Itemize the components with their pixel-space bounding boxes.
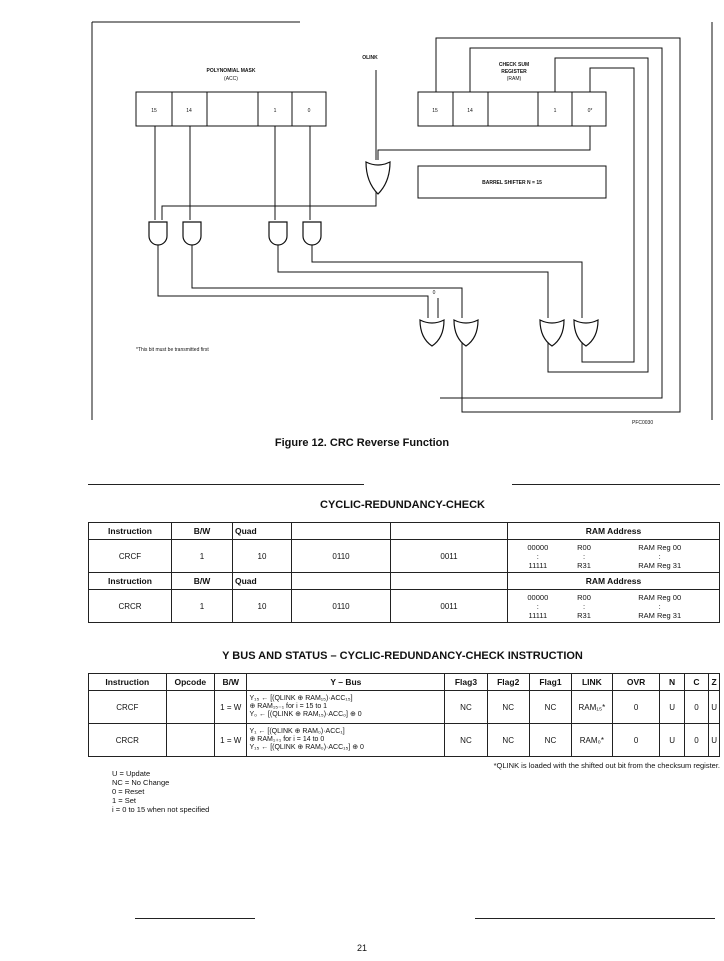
divider: [88, 484, 364, 485]
quad-cell: 10: [233, 590, 292, 623]
acc-cell-15: 15: [151, 108, 157, 114]
ovr-cell: 0: [612, 724, 660, 757]
quad-cell: 10: [233, 540, 292, 573]
ram-cell-0: 0*: [587, 108, 593, 114]
bw-cell: 1: [172, 540, 233, 573]
flag1-cell: NC: [529, 691, 571, 724]
col-z: Z: [709, 674, 720, 691]
divider: [512, 484, 720, 485]
col-instruction: Instruction: [89, 573, 172, 590]
flag3-cell: NC: [445, 724, 487, 757]
register-label: REGISTER: [501, 69, 527, 75]
divider: [475, 918, 715, 919]
figure-footnote: *This bit must be transmitted first: [136, 347, 209, 353]
flag2-cell: NC: [487, 724, 529, 757]
col-bw: B/W: [215, 674, 247, 691]
check-sum-label: CHECK SUM: [498, 62, 530, 68]
ram-cell-15: 15: [432, 108, 438, 114]
ram-address-cell: 00000 R00 RAM Reg 00 : : : 11111 R31 RAM Reg 31: [508, 590, 720, 623]
link-cell: RAM₀*: [572, 724, 613, 757]
z-cell: U: [709, 691, 720, 724]
opcode-cell: [166, 724, 214, 757]
opcode-cell: [166, 691, 214, 724]
ybus-cell: Y₁₅ ← [(QLINK ⊕ RAM₁₅)·ACC₁₅] ⊕ RAM₁₅₋₁ for i = 15 to 1 Y₀ ← [(QLINK ⊕ RAM₁₅)·ACC₀] ⊕ 0: [247, 691, 445, 724]
col-ybus: Y – Bus: [247, 674, 445, 691]
opcode-part1: 0110: [292, 590, 391, 623]
qlink-note: *QLINK is loaded with the shifted out bit from the checksum register.: [493, 761, 720, 770]
n-cell: U: [660, 724, 684, 757]
col-quad: Quad: [233, 523, 292, 540]
col-link: LINK: [572, 674, 613, 691]
bw-cell: 1 = W: [215, 691, 247, 724]
polynomial-mask-label: POLYNOMIAL MASK: [206, 68, 256, 74]
ybus-status-table: [88, 673, 720, 757]
legend-item: U = Update: [112, 769, 151, 778]
legend: [112, 769, 209, 814]
col-instruction: Instruction: [89, 674, 167, 691]
flag3-cell: NC: [445, 691, 487, 724]
flag1-cell: NC: [529, 724, 571, 757]
instruction-cell: CRCR: [89, 590, 172, 623]
table-row: [89, 540, 720, 573]
ovr-cell: 0: [612, 691, 660, 724]
opcode-part1: 0110: [292, 540, 391, 573]
table-row: [89, 724, 720, 757]
acc-cell-0: 0: [307, 108, 311, 114]
table-row: [89, 590, 720, 623]
figure-code: PFC0030: [632, 420, 654, 426]
col-opcode: Opcode: [166, 674, 214, 691]
barrel-shifter-label: BARREL SHIFTER N = 15: [482, 180, 542, 186]
n-cell: U: [660, 691, 684, 724]
col-bw: B/W: [172, 523, 233, 540]
c-cell: 0: [684, 691, 708, 724]
ram-cell-1: 1: [553, 108, 557, 114]
col-ram-address: RAM Address: [508, 573, 720, 590]
col-flag2: Flag2: [487, 674, 529, 691]
acc-cell-14: 14: [186, 108, 192, 114]
bw-cell: 1: [172, 590, 233, 623]
acc-label: (ACC): [224, 76, 238, 82]
legend-item: NC = No Change: [112, 778, 170, 787]
ram-label: (RAM): [506, 76, 522, 82]
ram-cell-14: 14: [467, 108, 473, 114]
crc-instruction-table: [88, 522, 720, 623]
opcode-part2: 0011: [391, 540, 508, 573]
instruction-cell: CRCF: [89, 540, 172, 573]
ybus-cell: Y₁ ← [(QLINK ⊕ RAM₀)·ACC₁] ⊕ RAM₁₊₁ for i = 14 to 0 Y₁₅ ← [(QLINK ⊕ RAM₀)·ACC₁₅] ⊕ 0: [247, 724, 445, 757]
legend-item: 1 = Set: [112, 796, 136, 805]
ram-address-cell: 00000 R00 RAM Reg 00 : : : 11111 R31 RAM Reg 31: [508, 540, 720, 573]
col-flag1: Flag1: [529, 674, 571, 691]
col-c: C: [684, 674, 708, 691]
olink-label: OLINK: [362, 55, 378, 61]
table2-title: Y BUS AND STATUS – CYCLIC-REDUNDANCY-CHECK INSTRUCTION: [222, 650, 583, 662]
table-row: [89, 691, 720, 724]
acc-cell-1: 1: [273, 108, 277, 114]
divider: [135, 918, 255, 919]
crc-reverse-diagram: [0, 0, 724, 480]
c-cell: 0: [684, 724, 708, 757]
opcode-part2: 0011: [391, 590, 508, 623]
bw-cell: 1 = W: [215, 724, 247, 757]
legend-item: i = 0 to 15 when not specified: [112, 805, 210, 814]
instruction-cell: CRCF: [89, 691, 167, 724]
flag2-cell: NC: [487, 691, 529, 724]
figure-caption: Figure 12. CRC Reverse Function: [274, 437, 450, 449]
col-ram-address: RAM Address: [508, 523, 720, 540]
link-cell: RAM₁₅*: [572, 691, 613, 724]
col-quad: Quad: [233, 573, 292, 590]
col-n: N: [660, 674, 684, 691]
col-bw: B/W: [172, 573, 233, 590]
legend-item: 0 = Reset: [112, 787, 145, 796]
z-cell: U: [709, 724, 720, 757]
table1-title: CYCLIC-REDUNDANCY-CHECK: [320, 499, 485, 511]
col-ovr: OVR: [612, 674, 660, 691]
zero-input-label: 0: [432, 290, 436, 296]
col-instruction: Instruction: [89, 523, 172, 540]
col-flag3: Flag3: [445, 674, 487, 691]
page-number: 21: [356, 943, 367, 953]
instruction-cell: CRCR: [89, 724, 167, 757]
